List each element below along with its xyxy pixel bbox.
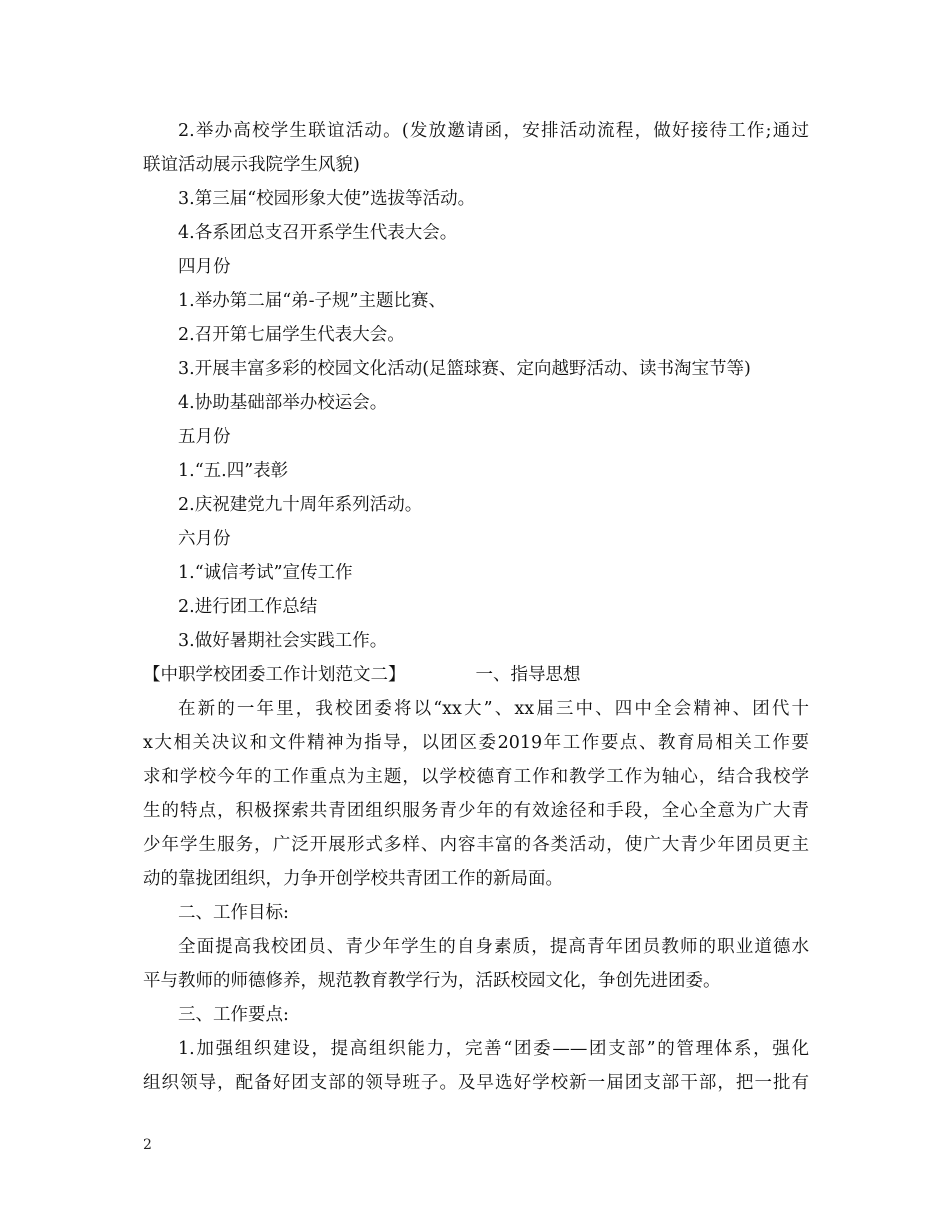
paragraph-line: 联谊活动展示我院学生风貌) xyxy=(143,155,360,175)
paragraph-line: 3.开展丰富多彩的校园文化活动(足篮球赛、定向越野活动、读书淘宝节等) xyxy=(178,359,751,379)
section-heading-goals: 二、工作目标: xyxy=(178,903,289,923)
article-heading-line xyxy=(143,658,809,692)
paragraph-line: 平与教师的师德修养，规范教育教学行为，活跃校园文化，争创先进团委。 xyxy=(143,971,721,991)
paragraph-line: 求和学校今年的工作重点为主题，以学校德育工作和教学工作为轴心，结合我校学 xyxy=(143,767,809,787)
paragraph-line: 1.加强组织建设，提高组织能力，完善“团委——团支部”的管理体系，强化 xyxy=(178,1039,809,1059)
paragraph-line: 4.协助基础部举办校运会。 xyxy=(178,393,388,413)
paragraph-line: 组织领导，配备好团支部的领导班子。及早选好学校新一届团支部干部，把一批有 xyxy=(143,1073,809,1093)
paragraph-line: 在新的一年里，我校团委将以“xx大”、xx届三中、四中全会精神、团代十 xyxy=(178,699,809,719)
section-heading-key-points: 三、工作要点: xyxy=(178,1005,289,1025)
paragraph-line: 2.召开第七届学生代表大会。 xyxy=(178,325,405,345)
paragraph-line: 4.各系团总支召开系学生代表大会。 xyxy=(178,223,458,243)
paragraph-line: 少年学生服务，广泛开展形式多样、内容丰富的各类活动，使广大青少年团员更主 xyxy=(143,835,809,855)
paragraph-line: 1.“诚信考试”宣传工作 xyxy=(178,563,353,583)
section-heading-guiding-ideology: 一、指导思想 xyxy=(475,665,581,685)
paragraph-line: 1.“五.四”表彰 xyxy=(178,461,289,481)
paragraph-line: 全面提高我校团员、青少年学生的自身素质，提高青年团员教师的职业道德水 xyxy=(178,937,809,957)
paragraph-line: 生的特点，积极探索共青团组织服务青少年的有效途径和手段，全心全意为广大青 xyxy=(143,801,809,821)
paragraph-line: 3.第三届“校园形象大使”选拔等活动。 xyxy=(178,189,476,209)
section-heading-april: 四月份 xyxy=(178,257,231,277)
section-heading-june: 六月份 xyxy=(178,529,231,549)
paragraph-line: x大相关决议和文件精神为指导，以团区委2019年工作要点、教育局相关工作要 xyxy=(143,733,809,753)
paragraph-line: 1.举办第二届“弟-子规”主题比赛、 xyxy=(178,291,447,311)
paragraph-line: 3.做好暑期社会实践工作。 xyxy=(178,631,388,651)
article-title: 【中职学校团委工作计划范文二】 xyxy=(143,665,406,685)
paragraph-line: 2.举办高校学生联谊活动。(发放邀请函，安排活动流程，做好接待工作;通过 xyxy=(178,121,809,141)
section-heading-may: 五月份 xyxy=(178,427,231,447)
paragraph-line: 动的靠拢团组织，力争开创学校共青团工作的新局面。 xyxy=(143,869,563,889)
paragraph-line: 2.庆祝建党九十周年系列活动。 xyxy=(178,495,423,515)
paragraph-line: 2.进行团工作总结 xyxy=(178,597,318,617)
page-number: 2 xyxy=(143,1137,152,1153)
document-body xyxy=(143,114,809,1100)
